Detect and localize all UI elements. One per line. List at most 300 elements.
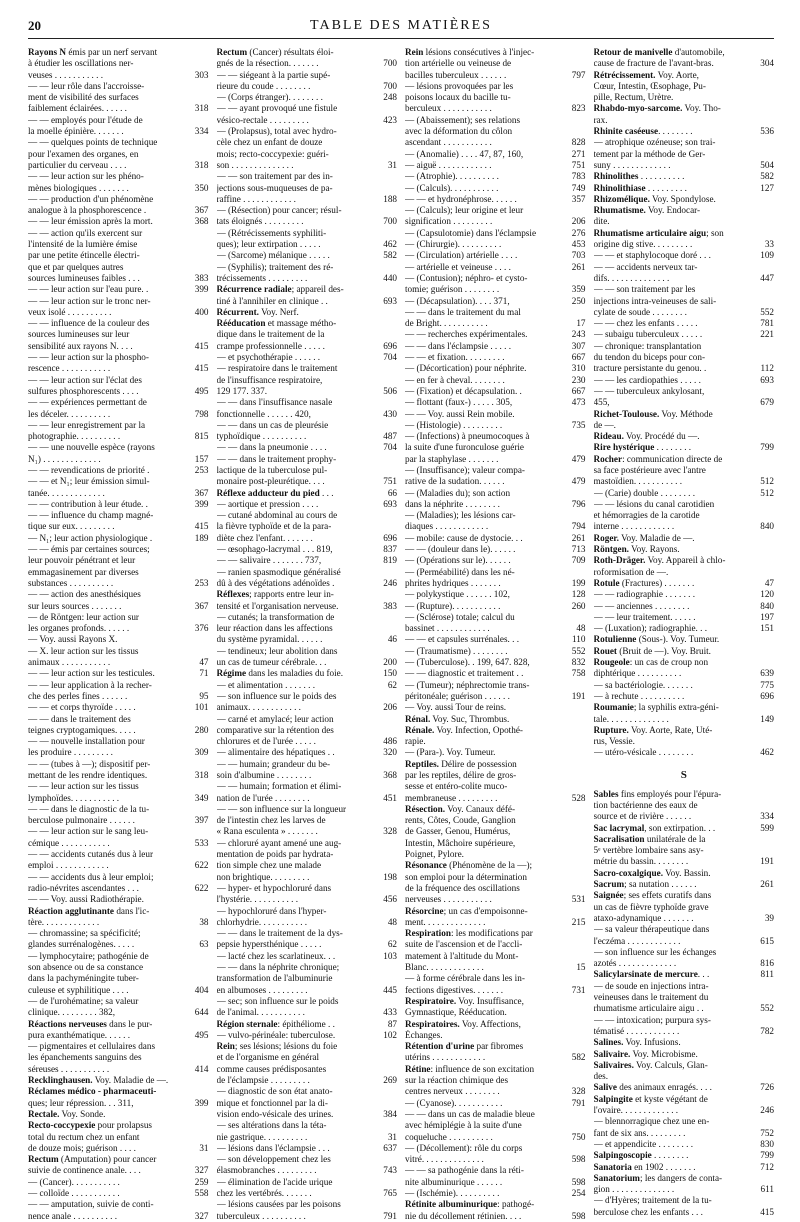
index-entry	[28, 149, 209, 160]
entry-page-ref: 552	[571, 645, 586, 656]
entry-text	[217, 296, 372, 307]
index-entry	[405, 250, 586, 261]
index-entry	[594, 420, 775, 431]
index-entry	[28, 1177, 209, 1188]
index-entry	[217, 1075, 398, 1086]
index-entry	[405, 329, 586, 340]
index-entry	[594, 533, 775, 544]
index-entry	[217, 860, 398, 871]
entry-description: — — dans le traitement prophy-	[216, 453, 337, 464]
entry-description: — — et N₁; leur émission simul-	[28, 476, 150, 487]
entry-description: la fièvre typhoïde et de la para-	[216, 521, 332, 532]
entry-description: Voy. Infection, Opothé-	[434, 724, 523, 735]
index-entry	[405, 1109, 586, 1120]
entry-text	[217, 329, 372, 340]
entry-page-ref	[183, 239, 209, 250]
entry-text	[594, 1173, 749, 1184]
entry-description: — — leur action sur les phéno-	[28, 171, 144, 182]
index-entry	[28, 70, 209, 81]
entry-page-ref	[371, 420, 397, 431]
entry-description: dique dans le traitement de la	[216, 329, 325, 340]
index-entry	[217, 1041, 398, 1052]
entry-page-ref: 531	[571, 894, 586, 905]
entry-headword: Résection.	[405, 803, 446, 814]
entry-description: et hémorragies de la carotide	[593, 510, 700, 521]
entry-description: — — leur traitement. . . . . .	[593, 611, 696, 622]
entry-description: dans les maladies du foie.	[246, 668, 344, 679]
entry-text	[28, 239, 183, 250]
index-entry	[28, 962, 209, 973]
entry-description: animaux. . . . . . . . . . . .	[216, 702, 301, 713]
entry-page-ref	[560, 47, 586, 58]
entry-description: — et alimentation . . . . . . .	[216, 679, 315, 690]
index-entry	[217, 465, 398, 476]
index-entry	[594, 936, 775, 947]
index-entry	[28, 736, 209, 747]
entry-description: 455,	[593, 397, 610, 408]
index-entry	[405, 171, 586, 182]
entry-text	[28, 329, 183, 340]
entry-description: — (Syphilis); traitement des ré-	[216, 261, 334, 272]
index-entry	[405, 510, 586, 521]
entry-description: pepsie hypersthénique . . . . .	[216, 939, 322, 950]
index-entry	[28, 115, 209, 126]
entry-text	[217, 646, 372, 657]
entry-page-ref: 48	[387, 916, 397, 927]
entry-text	[28, 431, 183, 442]
entry-text	[594, 521, 749, 532]
index-entry	[405, 420, 586, 431]
entry-headword: Rectum	[28, 1154, 59, 1165]
index-entry	[405, 1030, 586, 1041]
entry-text	[28, 216, 183, 227]
entry-description: — respiratoire dans le traitement	[216, 363, 338, 374]
entry-page-ref	[371, 363, 397, 374]
entry-description: chez les vertébrés. . . . . . .	[216, 1187, 312, 1198]
index-entry	[28, 521, 209, 532]
entry-page-ref: 357	[571, 193, 586, 204]
entry-headword: Réclames médico - pharmaceuti-	[28, 1086, 157, 1097]
entry-text	[217, 623, 372, 634]
entry-headword: Réaction agglutinante	[28, 905, 115, 916]
index-entry	[594, 1037, 775, 1048]
entry-text	[217, 58, 372, 69]
entry-text	[217, 521, 372, 532]
index-entry	[28, 646, 209, 657]
entry-page-ref	[371, 1064, 397, 1075]
entry-text	[594, 702, 749, 713]
entry-page-ref: 430	[383, 408, 397, 419]
index-entry	[217, 1098, 398, 1109]
entry-description: — (Atrophie). . . . . . . . . .	[405, 171, 499, 182]
entry-text	[405, 634, 560, 645]
entry-text	[28, 770, 183, 781]
index-entry	[28, 533, 209, 544]
index-entry	[217, 329, 398, 340]
index-entry	[28, 894, 209, 905]
entry-text	[405, 781, 560, 792]
entry-page-ref: 261	[571, 261, 586, 272]
index-entry	[217, 578, 398, 589]
entry-text	[405, 329, 560, 340]
entry-headword: Rocher	[593, 453, 623, 464]
entry-description: — (Capsulotomie) dans l'éclampsie	[405, 227, 537, 238]
index-entry	[594, 239, 775, 250]
entry-text	[217, 397, 372, 408]
entry-description: suivie de continence anale. . . .	[28, 1165, 141, 1176]
entry-page-ref: 269	[383, 1075, 397, 1086]
entry-text	[594, 1082, 749, 1093]
index-entry	[28, 137, 209, 148]
entry-page-ref	[183, 804, 209, 815]
entry-description: tiné à l'annihiler en clinique . .	[216, 295, 328, 306]
entry-description: — (Maladies du); son action	[405, 487, 511, 498]
entry-page-ref	[183, 296, 209, 307]
entry-description: — œsophago-lacrymal . . . 819,	[216, 544, 333, 555]
entry-page-ref	[371, 646, 397, 657]
entry-description: — — dans l'insuffisance nasale	[216, 397, 333, 408]
index-entry	[405, 680, 586, 691]
entry-page-ref: 310	[571, 363, 586, 374]
entry-description: et de l'organisme en général	[216, 1052, 320, 1063]
index-entry	[594, 657, 775, 668]
entry-page-ref	[183, 736, 209, 747]
entry-page-ref: 791	[571, 1097, 586, 1108]
entry-description: — (Ischémie). . . . . . . . . .	[405, 1187, 500, 1198]
entry-text	[28, 1120, 183, 1131]
entry-text	[405, 476, 560, 487]
index-entry	[405, 1132, 586, 1143]
entry-description: sensibilité aux rayons N. . . .	[28, 340, 133, 351]
entry-page-ref	[183, 1154, 209, 1165]
entry-description: — — action qu'ils exercent sur	[28, 227, 143, 238]
entry-text	[28, 375, 183, 386]
entry-text	[594, 454, 749, 465]
index-entry	[28, 1064, 209, 1075]
entry-page-ref	[183, 849, 209, 860]
entry-text	[594, 70, 749, 81]
entry-page-ref	[183, 58, 209, 69]
entry-page-ref: 95	[199, 690, 209, 701]
entry-text	[28, 985, 183, 996]
entry-page-ref	[183, 1120, 209, 1131]
entry-page-ref	[748, 205, 774, 216]
index-entry	[405, 431, 586, 442]
entry-page-ref: 704	[383, 352, 397, 363]
entry-text	[217, 1188, 372, 1199]
entry-page-ref: 819	[383, 555, 397, 566]
entry-description: — lésions dans l'éclampsie . . .	[216, 1142, 330, 1153]
index-entry	[594, 623, 775, 634]
entry-description: — son développement chez les	[216, 1154, 331, 1165]
entry-headword: Saignée	[593, 890, 624, 901]
entry-description: ques; leur répression. . . 311,	[28, 1097, 134, 1108]
entry-page-ref	[183, 567, 209, 578]
entry-description: : un cas de croup non	[629, 657, 709, 668]
entry-description: ataxo-adynamique . . . . . . .	[593, 912, 694, 923]
entry-text	[594, 488, 749, 499]
entry-text	[217, 1199, 372, 1210]
entry-description: 5ᵉ vertèbre lombaire sans asy-	[593, 845, 704, 856]
entry-description: suite de l'ascension et de l'accli-	[405, 939, 523, 950]
index-column-2	[217, 47, 398, 1222]
index-entry	[594, 521, 775, 532]
entry-description: — chronique: transplantation	[593, 340, 702, 351]
entry-text	[594, 329, 749, 340]
entry-page-ref	[748, 420, 774, 431]
entry-page-ref	[560, 725, 586, 736]
entry-description: analogue à la phosphorescence .	[28, 205, 147, 216]
index-entry	[217, 770, 398, 781]
index-entry	[594, 149, 775, 160]
entry-page-ref	[183, 781, 209, 792]
entry-headword: Rétine	[405, 1063, 431, 1074]
entry-text	[217, 736, 372, 747]
entry-description: — (Perméabilité) dans les né-	[405, 566, 515, 577]
entry-text	[594, 1071, 749, 1082]
entry-headword: Rectum	[216, 47, 248, 57]
index-entry	[405, 747, 586, 758]
entry-page-ref: 33	[764, 239, 774, 250]
entry-description: comparative sur la rétention des	[216, 724, 334, 735]
entry-page-ref	[748, 725, 774, 736]
entry-text	[405, 194, 560, 205]
entry-page-ref: 206	[571, 216, 586, 227]
index-entry	[28, 205, 209, 216]
entry-text	[28, 1177, 183, 1188]
entry-description: — (Calculs). . . . . . . . . . .	[405, 182, 499, 193]
entry-text	[594, 296, 749, 307]
entry-page-ref: 700	[383, 58, 397, 69]
entry-headword: Salivaires.	[593, 1059, 634, 1070]
entry-page-ref	[748, 465, 774, 476]
entry-text	[594, 1150, 749, 1161]
entry-description: . . .	[319, 487, 334, 498]
entry-description: rapie.	[405, 736, 426, 747]
entry-page-ref: 368	[194, 216, 209, 227]
index-entry	[217, 1052, 398, 1063]
entry-description: — — expériences permettant de	[28, 397, 147, 408]
entry-text	[405, 1064, 560, 1075]
entry-headword: Rayons N	[28, 47, 67, 57]
entry-text	[28, 126, 183, 137]
entry-text	[594, 612, 749, 623]
entry-description: poisons locaux du bacille tu-	[405, 92, 511, 103]
entry-page-ref: 713	[571, 544, 586, 555]
entry-description: — — dans le diagnostic de la tu-	[28, 803, 150, 814]
index-entry	[594, 879, 775, 890]
entry-page-ref: 254	[571, 1187, 586, 1198]
index-entry	[594, 126, 775, 137]
entry-description: les produire . . . . . . . . .	[28, 747, 113, 758]
index-entry	[405, 939, 586, 950]
index-entry	[217, 126, 398, 137]
entry-page-ref: 367	[194, 487, 209, 498]
entry-page-ref: 206	[383, 702, 397, 713]
entry-headword: Reptiles.	[405, 758, 439, 769]
index-entry	[217, 273, 398, 284]
entry-text	[405, 510, 560, 521]
entry-headword: Rhumatisme.	[593, 205, 646, 216]
index-entry	[405, 770, 586, 781]
entry-headword: Respiratoire.	[405, 995, 457, 1006]
entry-page-ref: 318	[194, 159, 209, 170]
index-entry	[405, 578, 586, 589]
entry-description: — — dans un cas de pleurésie	[216, 419, 329, 430]
entry-headword: Résorcine	[405, 905, 444, 916]
entry-headword: Rétrécissement.	[593, 69, 656, 80]
entry-description: ques); leur extirpation . . . . .	[216, 239, 321, 250]
entry-description: (Fractures) . . . . . . .	[619, 577, 695, 588]
entry-text	[594, 92, 749, 103]
index-entry	[405, 634, 586, 645]
entry-description: Voy. Maladie de —.	[92, 1075, 169, 1086]
entry-page-ref	[371, 103, 397, 114]
index-entry	[217, 804, 398, 815]
index-entry	[405, 1007, 586, 1018]
entry-page-ref	[560, 126, 586, 137]
entry-page-ref	[183, 1086, 209, 1097]
entry-page-ref: 31	[199, 1142, 209, 1153]
entry-page-ref	[560, 759, 586, 770]
entry-text	[405, 1041, 560, 1052]
entry-description: ; rapports entre leur in-	[249, 589, 334, 600]
entry-text	[28, 668, 183, 679]
entry-description: rescence . . . . . . . . . . .	[28, 363, 111, 374]
entry-description: membraneuse . . . . . . . . .	[405, 792, 498, 803]
entry-text	[405, 578, 560, 589]
entry-page-ref	[560, 1199, 586, 1210]
entry-text	[28, 465, 183, 476]
entry-page-ref	[560, 1041, 586, 1052]
index-entry	[594, 845, 775, 856]
entry-description: tion artérielle ou veineuse de	[405, 58, 512, 69]
entry-description: Voy. Aorte, Rate, Uté-	[628, 724, 713, 735]
entry-page-ref: 276	[571, 227, 586, 238]
entry-page-ref: 334	[760, 811, 774, 822]
entry-description: — pigmentaires et cellulaires dans	[28, 1041, 156, 1052]
index-entry	[217, 1109, 398, 1120]
index-entry	[28, 1007, 209, 1018]
index-entry	[594, 634, 775, 645]
entry-page-ref: 328	[571, 1086, 586, 1097]
entry-description: culeuse et syphilitique . . . .	[28, 984, 129, 995]
entry-page-ref	[371, 375, 397, 386]
entry-text	[594, 902, 749, 913]
entry-text	[594, 262, 749, 273]
entry-page-ref	[748, 47, 774, 58]
entry-text	[217, 928, 372, 939]
index-entry	[217, 81, 398, 92]
entry-text	[405, 894, 560, 905]
entry-text	[28, 149, 183, 160]
entry-text	[217, 1030, 372, 1041]
entry-description: : épithéliome . .	[277, 1018, 335, 1029]
entry-page-ref: 816	[760, 958, 774, 969]
index-entry	[217, 917, 398, 928]
entry-description: emmagasinement par diverses	[28, 566, 139, 577]
entry-text	[217, 668, 372, 679]
entry-description: diphtérique . . . . . . . . . .	[593, 668, 682, 679]
entry-page-ref	[371, 906, 397, 917]
index-entry	[28, 634, 209, 645]
entry-text	[405, 747, 560, 758]
entry-text	[594, 47, 749, 58]
entry-description: — (Para-). Voy. Tumeur.	[405, 747, 496, 758]
entry-page-ref	[183, 92, 209, 103]
entry-page-ref: 309	[194, 747, 209, 758]
entry-text	[594, 992, 749, 1003]
entry-text	[594, 823, 749, 834]
entry-page-ref	[748, 103, 774, 114]
entry-text	[405, 1109, 560, 1120]
entry-page-ref: 775	[760, 679, 774, 690]
entry-description: (Phénomène de la —);	[446, 860, 533, 871]
entry-page-ref	[748, 890, 774, 901]
entry-page-ref: 400	[194, 306, 209, 317]
entry-text	[594, 284, 749, 295]
entry-headword: Rhinolithes	[593, 171, 639, 182]
entry-page-ref: 598	[571, 1154, 586, 1165]
index-entry	[28, 58, 209, 69]
entry-text	[28, 939, 183, 950]
entry-page-ref	[183, 1041, 209, 1052]
entry-text	[28, 804, 183, 815]
index-entry	[28, 352, 209, 363]
index-entry	[405, 567, 586, 578]
index-entry	[217, 1154, 398, 1165]
index-entry	[594, 160, 775, 171]
entry-description: — artérielle et veineuse . . . .	[405, 261, 511, 272]
entry-text	[217, 996, 372, 1007]
entry-page-ref: 811	[760, 969, 774, 980]
index-entry	[405, 296, 586, 307]
entry-description: sur leurs sources . . . . . . .	[28, 600, 122, 611]
index-entry	[405, 363, 586, 374]
entry-page-ref: 102	[383, 1029, 397, 1040]
entry-page-ref: 599	[760, 822, 774, 833]
entry-page-ref	[748, 1071, 774, 1082]
entry-text	[28, 318, 183, 329]
entry-page-ref: 512	[760, 476, 774, 487]
entry-text	[28, 307, 183, 318]
index-entry	[217, 1086, 398, 1097]
entry-description: — — amputation, suivie de conti-	[28, 1199, 154, 1210]
entry-text	[594, 567, 749, 578]
entry-page-ref	[183, 928, 209, 939]
entry-page-ref	[183, 375, 209, 386]
entry-description: substances . . . . . . . . . .	[28, 577, 114, 588]
index-entry	[594, 890, 775, 901]
entry-page-ref: 198	[383, 871, 397, 882]
index-entry	[217, 838, 398, 849]
entry-text	[217, 589, 372, 600]
entry-page-ref	[748, 137, 774, 148]
entry-text	[28, 623, 183, 634]
entry-description: bacilles tuberculeux . . . . . .	[405, 69, 507, 80]
entry-page-ref	[748, 81, 774, 92]
entry-description: de l'animal. . . . . . . . . . .	[216, 1007, 305, 1018]
index-entry	[217, 171, 398, 182]
entry-page-ref	[560, 883, 586, 894]
entry-text	[217, 273, 372, 284]
entry-description: d'automobile,	[672, 47, 725, 57]
entry-description: de l'éclampsie . . . . . . . . .	[216, 1075, 310, 1086]
entry-description: son absence ou de sa constance	[28, 962, 144, 973]
index-entry	[28, 759, 209, 770]
index-entry	[217, 284, 398, 295]
index-entry	[28, 702, 209, 713]
